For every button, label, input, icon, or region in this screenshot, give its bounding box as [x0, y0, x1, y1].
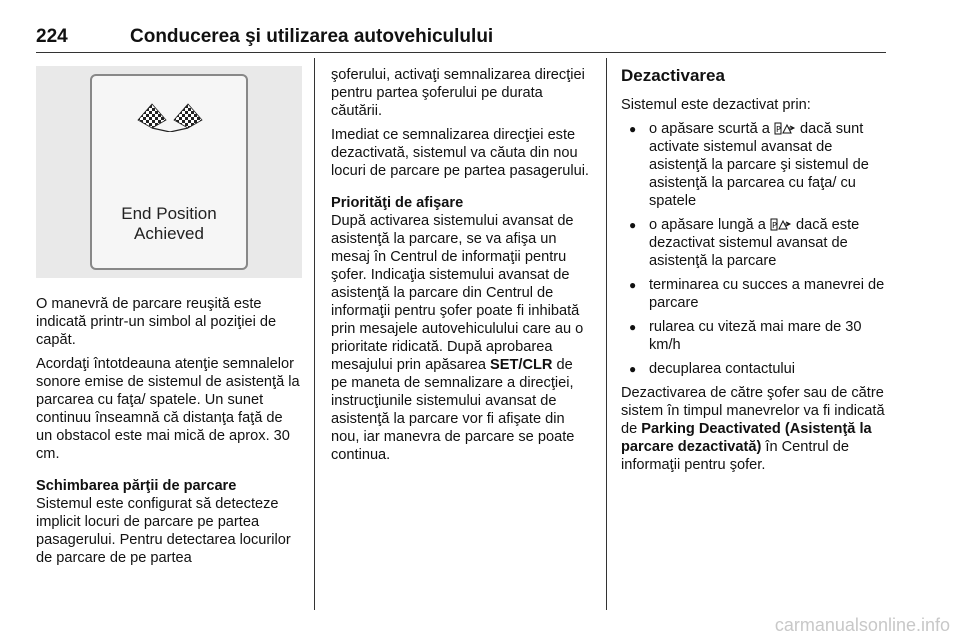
column-right — [621, 66, 887, 480]
svg-text:P: P — [775, 125, 781, 134]
bullet-list — [621, 120, 887, 378]
list-item: ● decuplarea contactului — [621, 360, 887, 378]
paragraph-text: în Centrul de informaţii pentru şofer. — [621, 439, 849, 473]
subheading: Schimbarea părţii de parcare — [36, 478, 237, 494]
paragraph-text: Dezactivarea de către şofer sau de către sistem în timpul manevrelor va fi indicată de — [621, 385, 885, 437]
list-item-text: dacă sunt activate sistemul avansat de asistenţă la parcare şi sistemul de asistenţă la parcarea cu faţa/ cu spatele — [649, 121, 869, 209]
chapter-title: Conducerea şi utilizarea autovehiculului — [130, 26, 494, 47]
button-reference: SET/CLR — [490, 357, 553, 373]
page-header — [36, 26, 886, 53]
parking-assist-button-icon — [774, 122, 796, 135]
column-left — [36, 66, 302, 573]
paragraph — [331, 212, 593, 464]
paragraph: Imediat ce semnalizarea direcţiei este dezactivată, sistemul va căuta din nou locuri de parcare pe partea pasagerului. — [331, 127, 589, 179]
display-message-line1: End Position — [121, 204, 217, 223]
message-reference: Parking Deactivated (Asistenţă la parcare dezactivată) — [621, 421, 872, 455]
display-message — [92, 204, 246, 244]
list-item-text: dacă este dezactivat sistemul avansat de asistenţă la parcare — [649, 217, 860, 269]
section-title: Dezactivarea — [621, 66, 725, 85]
display-illustration — [36, 66, 302, 278]
paragraph: şoferului, activaţi semnalizarea direcţiei pentru partea şoferului pe durata căutării. — [331, 67, 585, 119]
paragraph: O manevră de parcare reuşită este indicată printr-un simbol al poziţiei de capăt. — [36, 296, 277, 348]
list-item-text: o apăsare scurtă a — [649, 121, 774, 137]
list-item — [621, 120, 887, 210]
page-number: 224 — [36, 26, 68, 47]
info-display-screen — [90, 74, 248, 270]
list-item: ● terminarea cu succes a manevrei de parcare — [621, 276, 887, 312]
checkered-flags-icon — [134, 102, 206, 132]
list-item: ● rularea cu viteză mai mare de 30 km/h — [621, 318, 887, 354]
paragraph: Sistemul este configurat să detecteze implicit locuri de parcare pe partea pasagerului. Pentru detectarea locurilor de parcare de pe partea — [36, 496, 291, 566]
column-middle — [331, 66, 593, 470]
parking-assist-button-icon — [770, 218, 792, 231]
subheading: Priorităţi de afişare — [331, 195, 464, 211]
list-item-text: o apăsare lungă a — [649, 217, 770, 233]
svg-text:P: P — [771, 221, 777, 230]
paragraph-text: După activarea sistemului avansat de asistenţă la parcare, se va afişa un mesaj în Centrul de informaţii pentru şofer. Indicaţia sistemului avansat de asistenţă la parcare din Centrul de informaţii pentru şofer poate fi inhibată prin mesajele autovehiculului care au o prioritate ridicată. După aprobarea mesajului prin apăsarea — [331, 213, 584, 373]
column-divider — [314, 58, 315, 610]
list-item — [621, 216, 887, 270]
paragraph: Acordaţi întotdeauna atenţie semnalelor sonore emise de sistemul de asistenţă la parcarea cu faţa/ spatele. Un sunet continuu înseamnă că distanţa faţă de un obstacol este mai mică de aprox. 30 cm. — [36, 356, 300, 462]
watermark: carmanualsonline.info — [774, 615, 950, 635]
column-divider — [606, 58, 607, 610]
paragraph — [621, 384, 887, 474]
display-message-line2: Achieved — [134, 224, 204, 243]
paragraph: Sistemul este dezactivat prin: — [621, 97, 811, 113]
paragraph-text: de pe maneta de semnalizare a direcţiei, instrucţiunile sistemului avansat de asistenţă la parcare vor fi afişate din nou, iar manevra de parcare se poate continua. — [331, 357, 575, 463]
